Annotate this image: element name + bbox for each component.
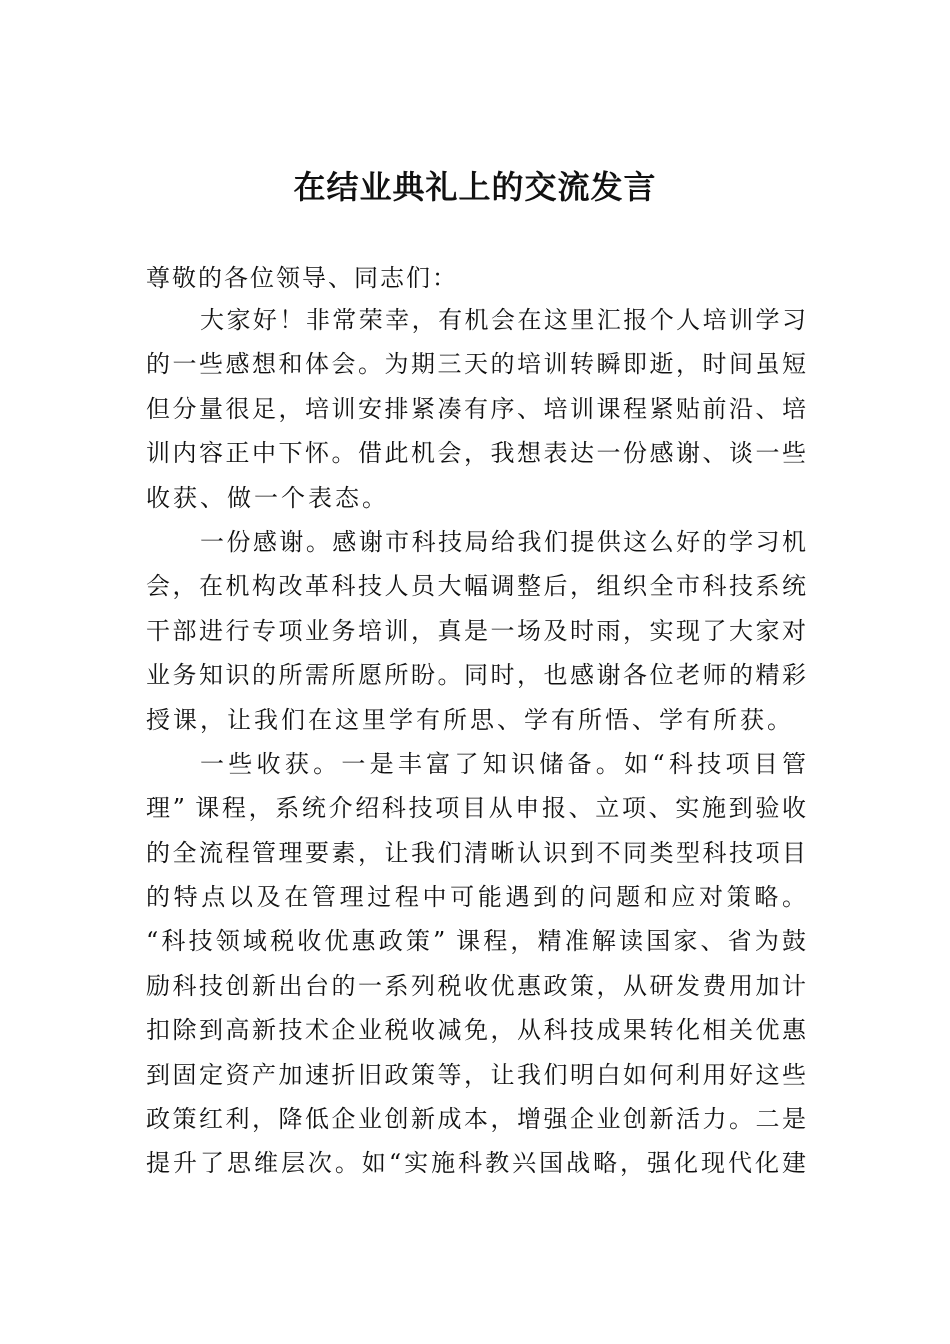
- text-line: 扣除到高新技术企业税收减免，从科技成果转化相关优惠: [146, 1016, 806, 1045]
- text-line: 收获、做一个表态。: [146, 483, 389, 512]
- text-line: 会，在机构改革科技人员大幅调整后，组织全市科技系统: [146, 572, 806, 601]
- text-line: 理” 课程，系统介绍科技项目从申报、立项、实施到验收: [146, 794, 806, 823]
- paragraph-thanks-intro: [146, 298, 806, 520]
- paragraph-gains: [146, 742, 806, 1186]
- document-title: 在结业典礼上的交流发言: [293, 168, 657, 206]
- text-line: 业务知识的所需所愿所盼。同时，也感谢各位老师的精彩: [146, 661, 806, 690]
- text-line: 的特点以及在管理过程中可能遇到的问题和应对策略。: [146, 883, 806, 912]
- text-line: 到固定资产加速折旧政策等，让我们明白如何利用好这些: [146, 1060, 806, 1089]
- text-line: 干部进行专项业务培训，真是一场及时雨，实现了大家对: [146, 616, 806, 645]
- document-body: [146, 298, 806, 1186]
- salutation: 尊敬的各位领导、同志们：: [146, 264, 458, 292]
- text-line: 政策红利，降低企业创新成本，增强企业创新活力。二是: [146, 1105, 806, 1134]
- text-line: 授课，让我们在这里学有所思、学有所悟、学有所获。: [146, 705, 794, 734]
- text-line: 一份感谢。感谢市科技局给我们提供这么好的学习机: [200, 527, 806, 556]
- text-line: 一些收获。一是丰富了知识储备。如“科技项目管: [200, 749, 806, 778]
- text-line: 的全流程管理要素，让我们清晰认识到不同类型科技项目: [146, 838, 806, 867]
- paragraph-gratitude: [146, 520, 806, 742]
- text-line: 提升了思维层次。如“实施科教兴国战略，强化现代化建: [146, 1149, 806, 1178]
- text-line: 的一些感想和体会。为期三天的培训转瞬即逝，时间虽短: [146, 350, 806, 379]
- text-line: 但分量很足，培训安排紧凑有序、培训课程紧贴前沿、培: [146, 394, 806, 423]
- text-line: 训内容正中下怀。借此机会，我想表达一份感谢、谈一些: [146, 439, 806, 468]
- text-line: 大家好！非常荣幸，有机会在这里汇报个人培训学习: [200, 306, 806, 334]
- text-line: “科技领域税收优惠政策” 课程，精准解读国家、省为鼓: [146, 927, 806, 956]
- text-line: 励科技创新出台的一系列税收优惠政策，从研发费用加计: [146, 971, 806, 1000]
